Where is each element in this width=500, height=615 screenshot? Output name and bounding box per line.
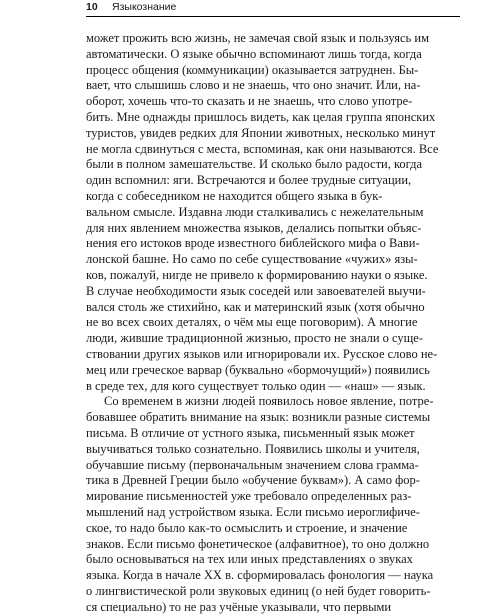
body-text <box>86 31 460 615</box>
text-line: было основываться на тех или иных представлениях о звуках <box>86 552 413 567</box>
text-line: автоматически. О языке обычно вспоминают лишь тогда, когда <box>86 46 422 61</box>
text-line: лонской башне. Но само по себе существование «чужих» язы- <box>86 252 418 267</box>
text-line: ся специально) то не раз учёные указывали, что первыми <box>86 599 392 614</box>
text-line: бовавшее обратить внимание на язык: возникли разные системы <box>86 410 431 425</box>
text-line: в среде тех, для кого существует только один — «наш» — язык. <box>86 378 426 393</box>
text-line: нения его истоков вроде известного библейского мифа о Вави- <box>86 236 420 251</box>
text-line: ствовании других языков или игнорировали их. Русское слово не- <box>86 346 438 361</box>
text-line: когда с собеседником не находится общего языка в бук- <box>86 188 383 203</box>
text-line: туристов, увидев редких для Японии животных, несколько минут <box>86 125 436 140</box>
text-line: языка. Когда в начале XX в. сформировалась фонология — наука <box>86 568 434 583</box>
text-line: о лингвистической роли звуковых единиц (о ней будет говорить- <box>86 583 431 598</box>
page-number: 10 <box>86 1 98 13</box>
text-line: тика в Древней Греции было «обучение буквам»). А само фор- <box>86 473 420 488</box>
text-line: процесс общения (коммуникации) оказывается затруднен. Бы- <box>86 62 419 77</box>
paragraph <box>86 394 460 615</box>
text-line: были в полном замешательстве. И сколько было радости, когда <box>86 157 423 172</box>
text-line: для них явлением множества языков, делались попытки объяс- <box>86 220 422 235</box>
text-line: письма. В отличие от устного языка, письменный язык может <box>86 425 415 440</box>
text-line: люди, жившие традиционной жизнью, просто не знали о суще- <box>86 331 423 346</box>
text-line: знаков. Если письмо фонетическое (алфавитное), то оно должно <box>86 536 430 551</box>
page-header <box>86 0 460 17</box>
text-line: не могла сдвинуться с места, вспоминая, как они называются. Все <box>86 141 439 156</box>
text-line: мец или греческое варвар (буквально «бормочущий») появились <box>86 362 430 377</box>
text-line: ское, то надо было как-то осмыслить и строение, и значение <box>86 520 408 535</box>
text-line: обучавшие письму (первоначальным значением слова грамма- <box>86 457 419 472</box>
text-line: выучиваться только сознательно. Появились школы и учителя, <box>86 441 420 456</box>
text-line: В случае необходимости язык соседей или завоевателей выучи- <box>86 283 426 298</box>
text-line: вался столь же стихийно, как и материнский язык (хотя обычно <box>86 299 425 314</box>
paragraph <box>86 31 460 394</box>
text-line: ков, пожалуй, нигде не привело к формированию науки о языке. <box>86 267 428 282</box>
text-line: мышлений над устройством языка. Если письмо иероглифиче- <box>86 504 420 519</box>
text-line: Со временем в жизни людей появилось новое явление, потре- <box>104 394 434 409</box>
text-line: вает, что слышишь слово и не знаешь, что оно значит. Или, на- <box>86 78 421 93</box>
text-line: бить. Мне однажды пришлось видеть, как целая группа японских <box>86 109 436 124</box>
text-line: мирование письменностей уже требовало определенных раз- <box>86 489 412 504</box>
text-line: может прожить всю жизнь, не замечая свой язык и пользуясь им <box>86 31 429 45</box>
text-line: один вспомнил: яги. Встречаются и более трудные ситуации, <box>86 173 412 188</box>
text-line: вальном смысле. Издавна люди сталкивались с нежелательным <box>86 204 424 219</box>
running-section-title: Языкознание <box>112 1 177 13</box>
text-line: не во всех своих деталях, о чём мы еще поговорим). А многие <box>86 315 418 330</box>
text-line: оборот, хочешь что-то сказать и не знаешь, что слово употре- <box>86 94 413 109</box>
